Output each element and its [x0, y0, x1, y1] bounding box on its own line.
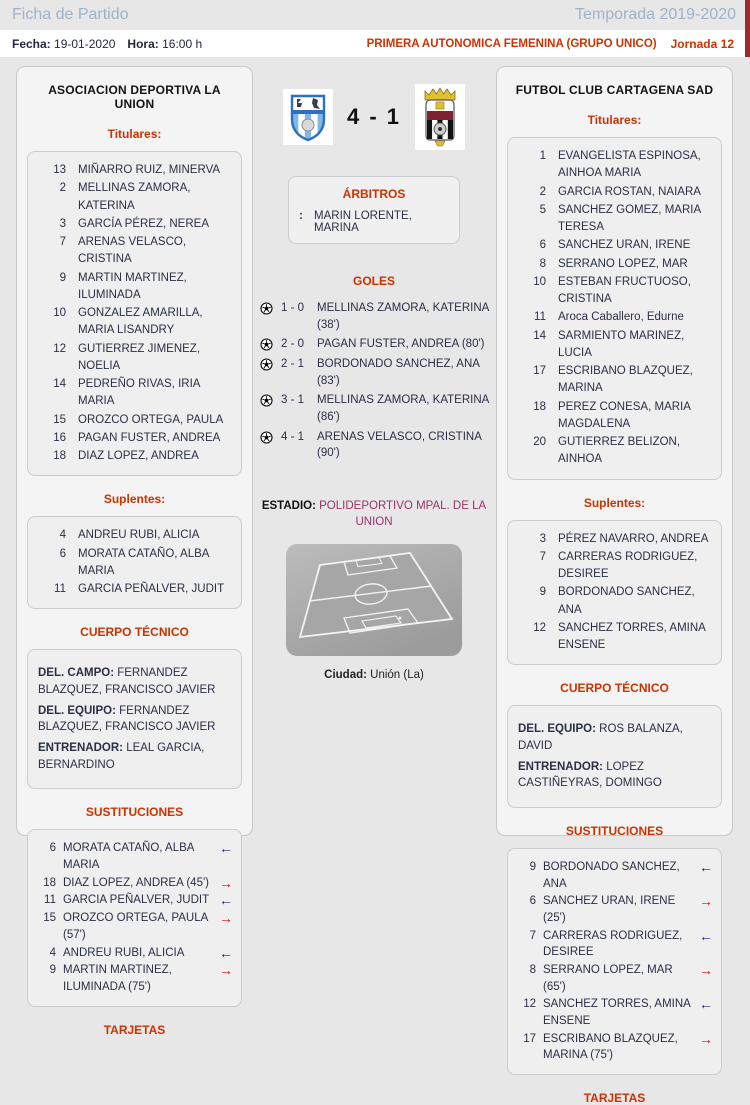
- player-number: 18: [533, 400, 546, 413]
- substitution-row: [36, 840, 233, 873]
- player-number: 7: [539, 550, 546, 563]
- home-substitutions-list: [27, 829, 242, 1006]
- sub-out-arrow-icon: →: [699, 893, 713, 910]
- player-number: 6: [529, 895, 536, 908]
- match-info-bar: [0, 30, 750, 57]
- staff-role-label: DEL. CAMPO:: [38, 667, 115, 680]
- player-row: [520, 363, 713, 398]
- date-label: Fecha:: [12, 36, 51, 51]
- match-summary-panel: [254, 66, 494, 681]
- soccer-ball-icon: [260, 338, 273, 351]
- player-name: PEREZ CONESA, MARIA MAGDALENA: [558, 400, 691, 430]
- player-name: GONZALEZ AMARILLA, MARIA LISANDRY: [78, 307, 203, 337]
- player-name: GARCIA ROSTAN, NAIARA: [558, 185, 701, 198]
- player-row: [520, 399, 713, 434]
- player-name: SANCHEZ GOMEZ, MARIA TERESA: [558, 203, 701, 233]
- substitution-row: [36, 962, 233, 995]
- staff-name: LEAL GARCIA, BERNARDINO: [38, 741, 205, 771]
- player-row: [40, 270, 233, 305]
- player-row: [40, 412, 233, 429]
- player-row: [40, 216, 233, 233]
- goals-list: [260, 300, 494, 462]
- player-row: [40, 430, 233, 447]
- player-row: [520, 274, 713, 309]
- referees-heading: ÁRBITROS: [342, 187, 406, 201]
- goals-heading: GOLES: [352, 274, 395, 288]
- player-row: [520, 531, 713, 548]
- goal-score: 2 - 1: [281, 358, 305, 371]
- player-name: SANCHEZ TORRES, AMINA ENSENE: [558, 621, 706, 651]
- player-name: SANCHEZ URAN, IRENE: [558, 239, 691, 252]
- scoreline: [254, 84, 494, 150]
- goal-row: [260, 392, 494, 425]
- city-line: [254, 669, 494, 681]
- staff-row: [518, 759, 711, 792]
- goal-scorer: MELLINAS ZAMORA, KATERINA (38'): [317, 302, 489, 331]
- player-number: 6: [49, 842, 56, 855]
- player-number: 14: [533, 329, 546, 342]
- staff-row: [38, 665, 231, 698]
- home-suplentes-heading: Suplentes:: [103, 492, 166, 507]
- goal-row: [260, 356, 494, 389]
- referee-name: MARIN LORENTE, MARINA: [314, 210, 412, 234]
- player-name: PÉREZ NAVARRO, ANDREA: [558, 532, 709, 545]
- stadium-line: [261, 498, 487, 530]
- sub-out-arrow-icon: →: [219, 910, 233, 927]
- date-value: 19-01-2020: [54, 36, 116, 51]
- away-suplentes-heading: Suplentes:: [583, 495, 646, 510]
- player-name: OROZCO ORTEGA, PAULA: [78, 413, 224, 426]
- player-number: 14: [53, 378, 66, 390]
- player-name: OROZCO ORTEGA, PAULA (57'): [63, 912, 208, 941]
- home-team-crest: [283, 89, 333, 145]
- player-number: 9: [529, 860, 536, 873]
- home-titulares-list: [27, 151, 242, 476]
- staff-role-label: ENTRENADOR:: [518, 760, 603, 773]
- goal-scorer: BORDONADO SANCHEZ, ANA (83'): [317, 358, 480, 387]
- player-number: 3: [59, 217, 66, 230]
- goal-row: [260, 429, 494, 462]
- player-number: 11: [54, 583, 66, 595]
- player-row: [40, 234, 233, 269]
- player-name: DIAZ LOPEZ, ANDREA (45'): [63, 876, 209, 889]
- player-name: ESTEBAN FRUCTUOSO, CRISTINA: [558, 275, 691, 305]
- player-name: CARRERAS RODRIGUEZ, DESIREE: [543, 929, 683, 959]
- player-number: 5: [539, 203, 546, 216]
- staff-name: FERNANDEZ BLAZQUEZ, FRANCISCO JAVIER: [38, 704, 216, 734]
- away-cards-heading: TARJETAS: [583, 1091, 646, 1105]
- player-name: ESCRIBANO BLAZQUEZ, MARINA (75'): [543, 1032, 678, 1062]
- player-name: EVANGELISTA ESPINOSA, AINHOA MARIA: [558, 150, 701, 180]
- player-number: 10: [53, 307, 66, 319]
- away-substitutions-heading: SUSTITUCIONES: [565, 823, 664, 838]
- player-row: [520, 148, 713, 183]
- away-staff-list: [507, 705, 722, 808]
- goal-score: 4 - 1: [281, 430, 305, 443]
- player-row: [520, 309, 713, 326]
- away-titulares-heading: Titulares:: [587, 113, 642, 127]
- substitution-row: [516, 1031, 713, 1064]
- player-name: GUTIERREZ BELIZON, AINHOA: [558, 436, 681, 466]
- player-name: DIAZ LOPEZ, ANDREA: [78, 450, 199, 462]
- stadium-label: ESTADIO:: [261, 500, 316, 513]
- player-row: [40, 162, 233, 179]
- staff-role-label: ENTRENADOR:: [38, 741, 123, 754]
- referees-box: [288, 176, 460, 244]
- player-name: SANCHEZ URAN, IRENE (25'): [543, 895, 676, 924]
- player-number: 15: [53, 413, 66, 426]
- player-name: ANDREU RUBI, ALICIA: [63, 946, 185, 959]
- goal-row: [260, 300, 494, 333]
- substitution-row: [516, 996, 713, 1029]
- player-name: ESCRIBANO BLAZQUEZ, MARINA: [558, 365, 693, 395]
- player-number: 12: [533, 621, 546, 634]
- home-suplentes-list: [27, 516, 242, 609]
- player-number: 11: [44, 894, 56, 907]
- away-team-crest: [415, 84, 465, 150]
- player-row: [40, 180, 233, 215]
- sub-in-arrow-icon: ←: [699, 858, 713, 875]
- player-name: SARMIENTO MARINEZ, LUCIA: [558, 329, 685, 359]
- player-row: [40, 581, 233, 598]
- home-team-panel: [16, 66, 253, 1037]
- sub-out-arrow-icon: →: [699, 961, 713, 978]
- player-name: MARTIN MARTINEZ, ILUMINADA (75'): [63, 964, 172, 994]
- player-name: GARCIA PEÑALVER, JUDIT: [63, 894, 210, 907]
- player-number: 9: [539, 586, 546, 599]
- season-label: Temporada 2019-2020: [574, 6, 736, 23]
- player-name: BORDONADO SANCHEZ, ANA: [558, 586, 695, 616]
- city-label: Ciudad:: [324, 669, 367, 682]
- sub-in-arrow-icon: ←: [699, 927, 713, 944]
- substitution-row: [516, 859, 713, 892]
- player-row: [40, 376, 233, 411]
- top-bar: [0, 0, 750, 30]
- player-number: 2: [59, 182, 66, 195]
- soccer-ball-icon: [260, 394, 273, 407]
- time-label: Hora:: [127, 36, 159, 51]
- player-number: 11: [534, 311, 546, 324]
- player-number: 4: [59, 529, 66, 542]
- goal-score: 1 - 0: [281, 302, 305, 314]
- player-name: MORATA CATAÑO, ALBA MARIA: [63, 842, 194, 871]
- goal-scorer: MELLINAS ZAMORA, KATERINA (86'): [317, 394, 489, 424]
- player-row: [520, 328, 713, 363]
- goal-score: 3 - 1: [281, 394, 305, 407]
- substitution-row: [36, 892, 233, 909]
- player-number: 4: [49, 946, 56, 959]
- soccer-ball-icon: [260, 358, 273, 371]
- player-name: SANCHEZ TORRES, AMINA ENSENE: [543, 998, 691, 1027]
- sub-in-arrow-icon: ←: [219, 840, 233, 857]
- referee-row: [297, 210, 451, 234]
- player-name: MELLINAS ZAMORA, KATERINA: [78, 182, 191, 212]
- date-pair: [0, 37, 115, 51]
- player-number: 8: [539, 257, 546, 270]
- player-row: [520, 256, 713, 273]
- player-number: 7: [529, 929, 536, 942]
- player-row: [520, 434, 713, 469]
- time-pair: [115, 37, 202, 51]
- page-title: Ficha de Partido: [12, 6, 129, 23]
- player-number: 17: [533, 365, 546, 377]
- stadium-link[interactable]: POLIDEPORTIVO MPAL. DE LA UNION: [319, 500, 487, 529]
- player-row: [520, 184, 713, 201]
- player-name: SERRANO LOPEZ, MAR (65'): [543, 963, 673, 993]
- home-cards-heading: TARJETAS: [103, 1022, 166, 1037]
- competition-group: [367, 37, 750, 51]
- goal-scorer: ARENAS VELASCO, CRISTINA (90'): [317, 430, 482, 460]
- soccer-ball-icon: [260, 431, 273, 444]
- player-row: [520, 237, 713, 254]
- staff-row: [38, 703, 231, 736]
- player-name: CARRERAS RODRIGUEZ, DESIREE: [558, 550, 698, 580]
- player-name: PAGAN FUSTER, ANDREA: [78, 431, 221, 444]
- sub-out-arrow-icon: →: [699, 1030, 713, 1047]
- player-row: [40, 546, 233, 581]
- player-number: 12: [523, 998, 536, 1011]
- home-titulares-heading: Titulares:: [107, 127, 162, 141]
- player-name: ANDREU RUBI, ALICIA: [78, 529, 200, 542]
- player-name: Aroca Caballero, Edurne: [558, 311, 684, 324]
- away-substitutions-list: [507, 848, 722, 1075]
- player-number: 12: [53, 342, 66, 355]
- player-row: [40, 527, 233, 544]
- player-number: 18: [43, 876, 56, 889]
- competition-name: PRIMERA AUTONOMICA FEMENINA (GRUPO UNICO): [366, 37, 657, 50]
- time-value: 16:00 h: [162, 36, 203, 51]
- player-name: MORATA CATAÑO, ALBA MARIA: [78, 547, 209, 577]
- player-row: [520, 202, 713, 237]
- goal-row: [260, 336, 494, 353]
- away-staff-heading: CUERPO TÉCNICO: [560, 681, 669, 696]
- substitution-row: [36, 945, 233, 962]
- player-number: 15: [43, 912, 56, 925]
- player-row: [40, 305, 233, 340]
- player-number: 6: [59, 547, 66, 560]
- referee-prefix: :: [299, 210, 303, 222]
- goal-scorer: PAGAN FUSTER, ANDREA (80'): [317, 338, 485, 351]
- goal-score: 2 - 0: [281, 338, 305, 351]
- sub-out-arrow-icon: →: [219, 874, 233, 891]
- staff-role-label: DEL. EQUIPO:: [38, 704, 116, 717]
- player-number: 6: [539, 239, 546, 252]
- staff-row: [38, 740, 231, 773]
- sub-in-arrow-icon: ←: [219, 892, 233, 909]
- stadium-field-image: [286, 544, 462, 656]
- home-staff-heading: CUERPO TÉCNICO: [80, 625, 189, 640]
- header-accent-bar: [745, 0, 750, 57]
- away-suplentes-list: [507, 520, 722, 666]
- staff-name: LOPEZ CASTIÑEYRAS, DOMINGO: [518, 760, 662, 790]
- player-name: PEDREÑO RIVAS, IRIA MARIA: [78, 378, 200, 408]
- sub-in-arrow-icon: ←: [699, 996, 713, 1013]
- substitution-row: [36, 910, 233, 943]
- staff-row: [518, 721, 711, 754]
- player-name: GUTIERREZ JIMENEZ, NOELIA: [78, 342, 201, 372]
- player-number: 7: [59, 236, 66, 248]
- player-number: 9: [59, 271, 66, 284]
- sub-in-arrow-icon: ←: [219, 944, 233, 961]
- player-number: 2: [539, 185, 546, 198]
- player-name: BORDONADO SANCHEZ, ANA: [543, 860, 680, 890]
- player-number: 20: [533, 436, 546, 448]
- home-staff-list: [27, 649, 242, 789]
- substitution-row: [516, 962, 713, 995]
- staff-role-label: DEL. EQUIPO:: [518, 723, 596, 736]
- player-name: MIÑARRO RUIZ, MINERVA: [78, 164, 221, 176]
- player-row: [40, 341, 233, 376]
- player-number: 18: [53, 450, 66, 462]
- city-value: Unión (La): [370, 669, 424, 682]
- away-team-panel: [496, 66, 733, 1105]
- player-number: 17: [523, 1032, 536, 1045]
- substitution-row: [516, 928, 713, 961]
- player-number: 1: [539, 150, 546, 162]
- player-row: [40, 448, 233, 465]
- matchday-label: Jornada 12: [670, 36, 734, 51]
- player-row: [520, 584, 713, 619]
- player-number: 9: [49, 964, 56, 977]
- home-substitutions-heading: SUSTITUCIONES: [85, 805, 184, 820]
- player-row: [520, 620, 713, 655]
- player-name: ARENAS VELASCO, CRISTINA: [78, 236, 187, 266]
- player-number: 8: [529, 963, 536, 976]
- player-name: SERRANO LOPEZ, MAR: [558, 257, 688, 270]
- home-team-name: ASOCIACION DEPORTIVA LA UNION: [48, 83, 221, 111]
- staff-name: FERNANDEZ BLAZQUEZ, FRANCISCO JAVIER: [38, 667, 216, 696]
- player-name: GARCIA PEÑALVER, JUDIT: [78, 583, 225, 595]
- player-number: 13: [53, 164, 66, 176]
- away-team-name: FUTBOL CLUB CARTAGENA SAD: [515, 83, 714, 97]
- player-number: 16: [53, 431, 66, 444]
- final-score: 4 - 1: [346, 104, 402, 129]
- player-name: GARCÍA PÉREZ, NEREA: [78, 217, 210, 230]
- staff-name: ROS BALANZA, DAVID: [518, 723, 683, 752]
- away-titulares-list: [507, 137, 722, 480]
- sub-out-arrow-icon: →: [219, 962, 233, 979]
- player-number: 10: [533, 275, 546, 288]
- substitution-row: [36, 875, 233, 892]
- soccer-ball-icon: [260, 302, 273, 315]
- player-row: [520, 549, 713, 584]
- player-number: 3: [539, 532, 546, 545]
- player-name: MARTIN MARTINEZ, ILUMINADA: [78, 271, 187, 301]
- substitution-row: [516, 893, 713, 926]
